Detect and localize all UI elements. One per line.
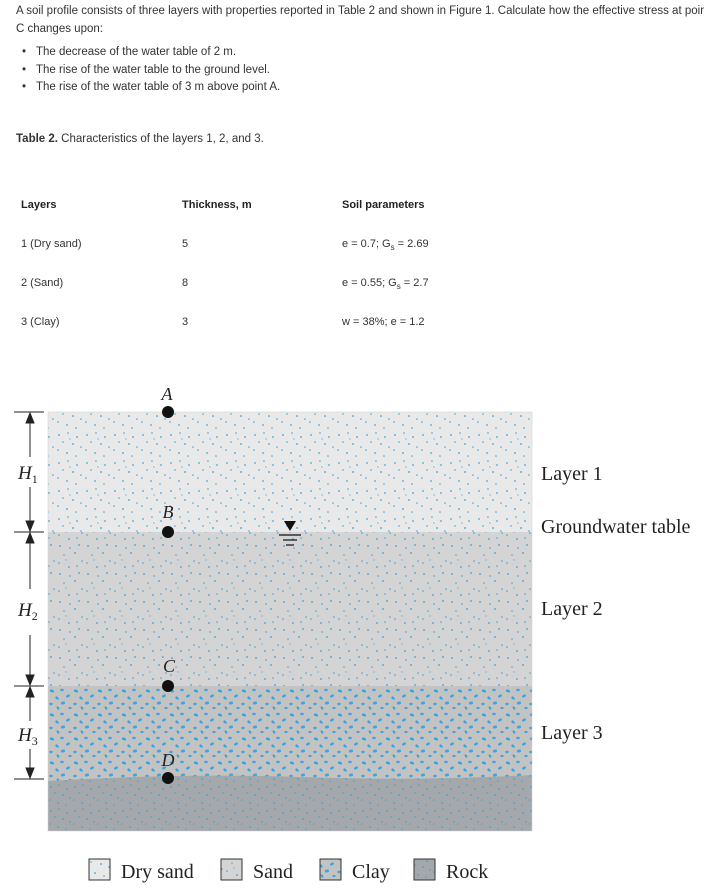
header-layers: Layers bbox=[21, 199, 57, 211]
bullet-item: • The decrease of the water table of 2 m. bbox=[20, 44, 280, 62]
legend-clay-label: Clay bbox=[352, 861, 390, 883]
legend-sand-swatch bbox=[221, 859, 242, 880]
legend-clay-swatch bbox=[320, 859, 341, 880]
soil-profile-figure bbox=[0, 375, 708, 894]
legend-dry-sand-swatch bbox=[89, 859, 110, 880]
layer-1-dry-sand bbox=[48, 412, 532, 532]
cell-params bbox=[342, 316, 425, 328]
point-b bbox=[162, 526, 174, 538]
legend-sand-label: Sand bbox=[253, 861, 293, 883]
layer-3-clay bbox=[48, 686, 532, 781]
param-text: = 2.7 bbox=[400, 277, 429, 289]
point-a-label: A bbox=[161, 384, 173, 404]
point-c-label: C bbox=[162, 656, 176, 676]
legend-rock-swatch bbox=[414, 859, 435, 880]
legend bbox=[89, 859, 488, 883]
groundwater-table-label: Groundwater table bbox=[541, 516, 691, 538]
question-line-2: C changes upon: bbox=[16, 23, 103, 35]
point-c bbox=[162, 680, 174, 692]
point-d bbox=[162, 772, 174, 784]
cell-thickness: 8 bbox=[182, 277, 189, 289]
bullet-list bbox=[20, 44, 280, 97]
param-text: w = 38%; e = 1.2 bbox=[342, 316, 425, 328]
param-text: e = 0.7; G bbox=[342, 238, 391, 250]
legend-dry-sand-label: Dry sand bbox=[121, 861, 194, 883]
cell-thickness: 3 bbox=[182, 316, 189, 328]
table-caption-label: Table 2. bbox=[16, 133, 58, 145]
question-text bbox=[16, 2, 706, 38]
layer-2-label: Layer 2 bbox=[541, 598, 603, 620]
cell-layer: 1 (Dry sand) bbox=[21, 238, 82, 250]
header-soil-parameters: Soil parameters bbox=[342, 199, 425, 211]
point-d-label: D bbox=[161, 750, 175, 770]
h3-label: $H_3$ bbox=[18, 725, 38, 748]
bullet-item: • The rise of the water table of 3 m above point A. bbox=[20, 79, 280, 97]
cell-thickness: 5 bbox=[182, 238, 189, 250]
layer-3-label: Layer 3 bbox=[541, 722, 603, 744]
layer-1-label: Layer 1 bbox=[541, 463, 603, 485]
param-subscript: s bbox=[390, 243, 395, 253]
cell-params bbox=[342, 238, 429, 252]
rock-layer bbox=[48, 775, 532, 831]
layer-2-sand bbox=[48, 532, 532, 686]
point-a bbox=[162, 406, 174, 418]
param-text: e = 0.55; G bbox=[342, 277, 397, 289]
param-text: = 2.69 bbox=[394, 238, 429, 250]
table-caption-text: Characteristics of the layers 1, 2, and 3. bbox=[57, 133, 264, 145]
point-b-label: B bbox=[162, 502, 174, 522]
bullet-item: • The rise of the water table to the ground level. bbox=[20, 62, 280, 80]
cell-params bbox=[342, 277, 429, 291]
header-thickness: Thickness, m bbox=[182, 199, 252, 211]
cell-layer: 2 (Sand) bbox=[21, 277, 64, 289]
question-line-1: A soil profile consists of three layers with properties reported in Table 2 and shown in Figure 1. Calculate how the effective stress at poir bbox=[16, 5, 705, 17]
cell-layer: 3 (Clay) bbox=[21, 316, 60, 328]
param-subscript: s bbox=[396, 282, 401, 292]
legend-rock-label: Rock bbox=[446, 861, 489, 883]
h1-label: $H_1$ bbox=[18, 463, 38, 486]
h2-label: $H_2$ bbox=[18, 600, 38, 623]
table-caption bbox=[16, 133, 264, 145]
